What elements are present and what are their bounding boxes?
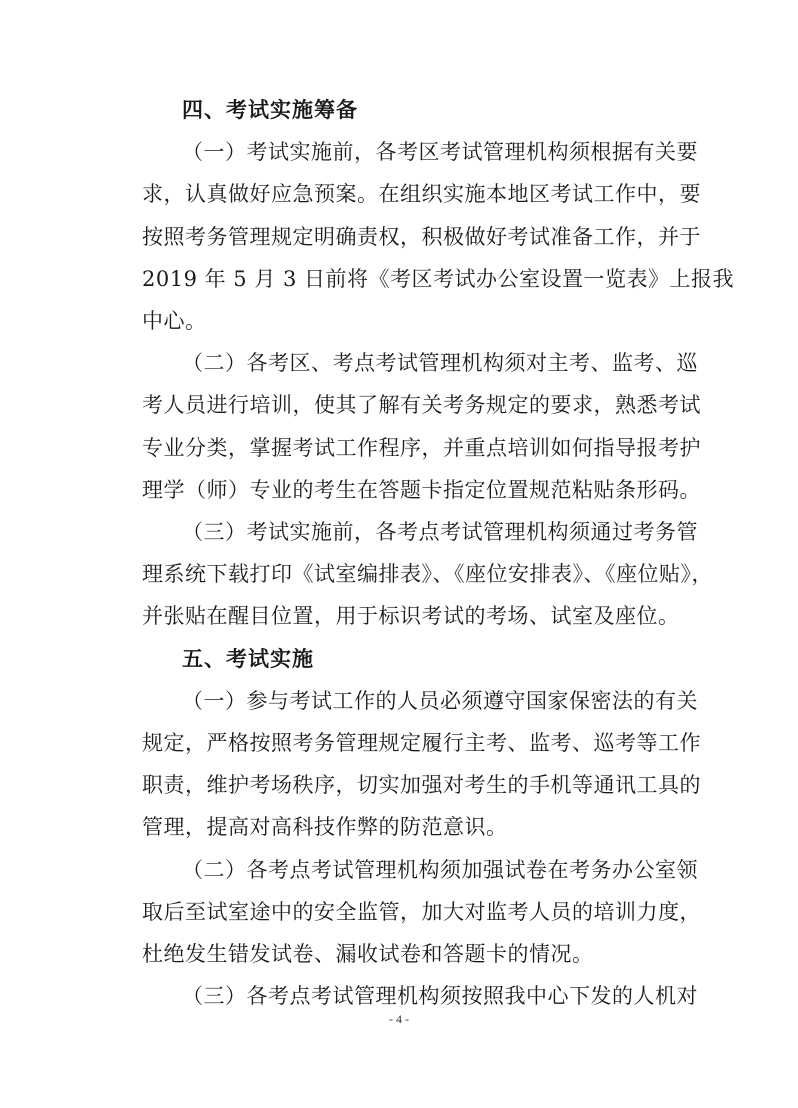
section-4-p3-line-2: 理系统下载打印《试室编排表》、《座位安排表》、《座位贴》， — [142, 562, 713, 587]
section-4-p1-line-4: 2019 年 5 月 3 日前将《考区考试办公室设置一览表》上报我 — [142, 266, 735, 291]
section-4-p1-line-1: （一）考试实施前，各考区考试管理机构须根据有关要 — [182, 140, 698, 165]
section-5-p1-line-2: 规定，严格按照考务管理规定履行主考、监考、巡考等工作 — [142, 731, 701, 755]
section-5-p1-line-3: 职责，维护考场秩序，切实加强对考生的手机等通讯工具的 — [142, 773, 701, 798]
section-4-p1-line-3: 按照考务管理规定明确责权，积极做好考试准备工作，并于 — [142, 224, 701, 249]
section-4-p1-line-2: 求，认真做好应急预案。在组织实施本地区考试工作中，要 — [142, 182, 701, 207]
page-number: - 4 - — [389, 1012, 409, 1026]
section-4-p2-line-1: （二）各考区、考点考试管理机构须对主考、监考、巡 — [182, 351, 698, 376]
section-5-p2-line-1: （二）各考点考试管理机构须加强试卷在考务办公室领 — [182, 857, 698, 882]
section-5-p3-line-1: （三）各考点考试管理机构须按照我中心下发的人机对 — [182, 984, 698, 1009]
section-5-heading: 五、考试实施 — [182, 646, 314, 671]
section-4-p1-line-5: 中心。 — [142, 309, 207, 333]
section-4-p2-line-3: 专业分类，掌握考试工作程序，并重点培训如何指导报考护 — [142, 435, 701, 460]
section-5-p1-line-4: 管理，提高对高科技作弊的防范意识。 — [142, 815, 508, 840]
section-4-p3-line-3: 并张贴在醒目位置，用于标识考试的考场、试室及座位。 — [142, 604, 680, 629]
section-4-p2-line-2: 考人员进行培训，使其了解有关考务规定的要求，熟悉考试 — [142, 393, 701, 418]
section-5-p2-line-3: 杜绝发生错发试卷、漏收试卷和答题卡的情况。 — [142, 942, 594, 966]
section-5-p1-line-1: （一）参与考试工作的人员必须遵守国家保密法的有关 — [182, 688, 698, 713]
section-4-p2-line-4: 理学（师）专业的考生在答题卡指定位置规范粘贴条形码。 — [142, 477, 701, 502]
section-4-heading: 四、考试实施筹备 — [182, 98, 358, 122]
section-4-p3-line-1: （三）考试实施前，各考点考试管理机构须通过考务管 — [182, 520, 698, 544]
section-5-p2-line-2: 取后至试室途中的安全监管，加大对监考人员的培训力度， — [142, 899, 701, 924]
